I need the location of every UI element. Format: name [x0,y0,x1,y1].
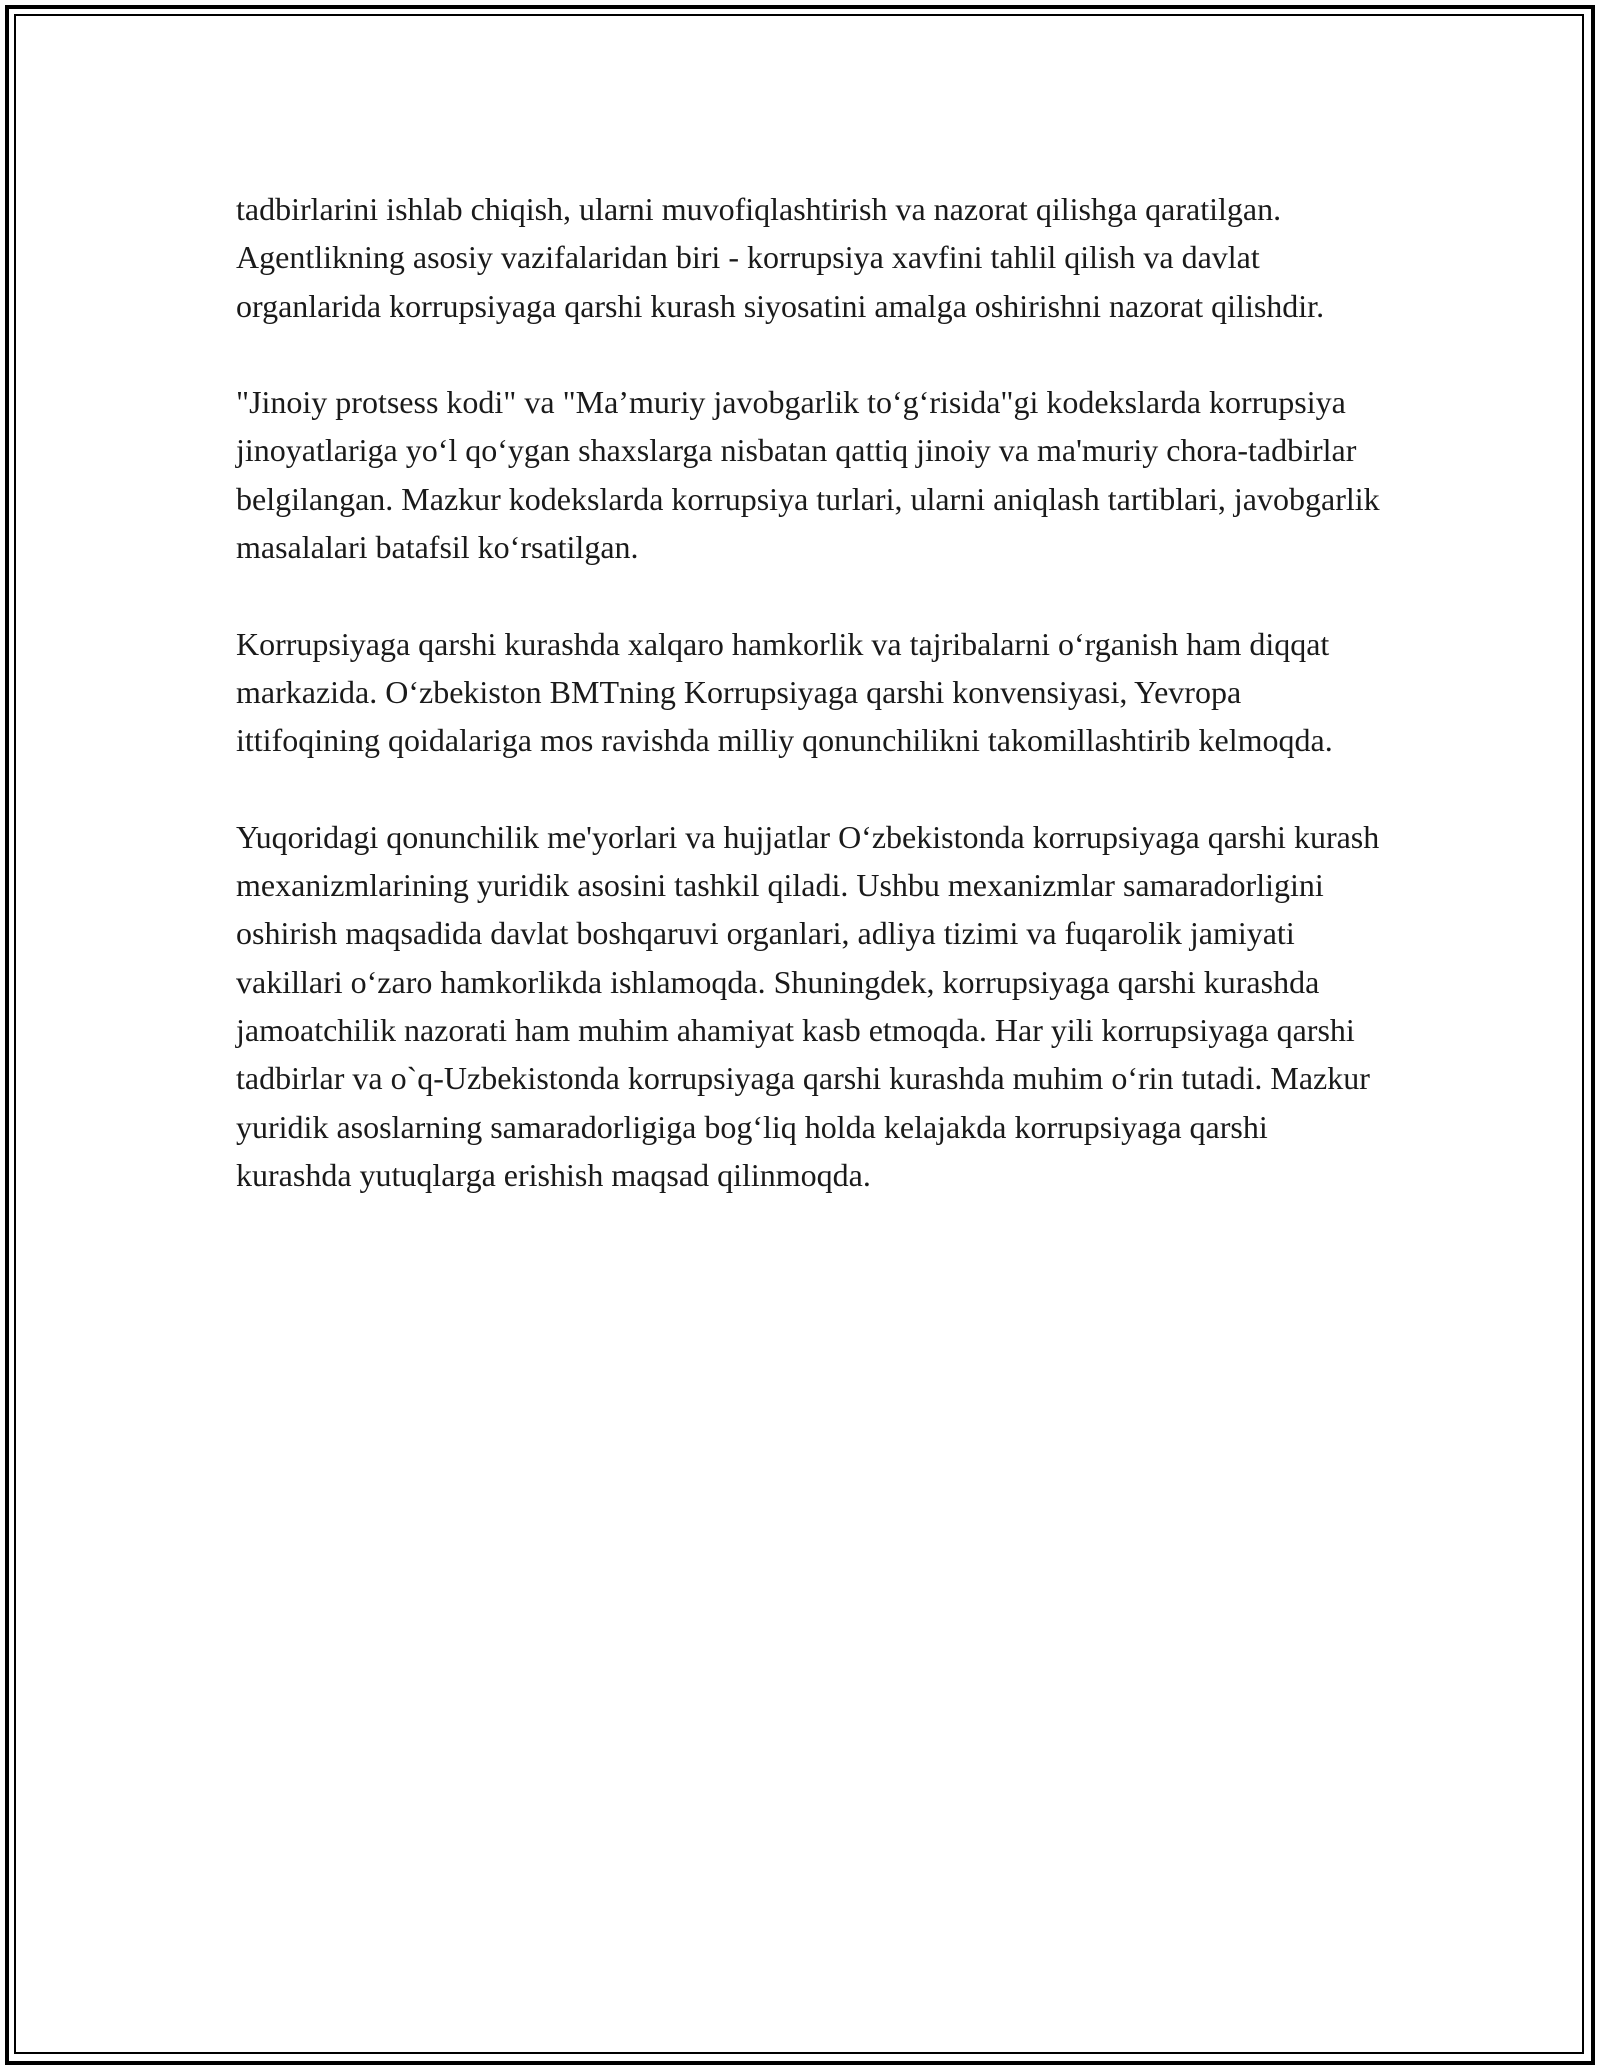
paragraph-2: "Jinoiy protsess kodi" va "Ma’muriy javobgarlik to‘g‘risida"gi kodekslarda korrupsiya jinoyatlariga yo‘l qo‘ygan shaxslarga nisbatan qattiq jinoiy va ma'muriy chora-tadbirlar belgilangan. Mazkur kodekslarda korrupsiya turlari, ularni aniqlash tartiblari, javobgarlik masalalari batafsil ko‘rsatilgan. [236,384,1380,566]
paragraph-3: Korrupsiyaga qarshi kurashda xalqaro hamkorlik va tajribalarni o‘rganish ham diqqat markazida. O‘zbekiston BMTning Korrupsiyaga qarshi konvensiyasi, Yevropa ittifoqining qoidalariga mos ravishda milliy qonunchilikni takomillashtirib kelmoqda. [236,625,1333,759]
paragraph-4: Yuqoridagi qonunchilik me'yorlari va hujjatlar O‘zbekistonda korrupsiyaga qarshi kurash mexanizmlarining yuridik asosini tashkil qiladi. Ushbu mexanizmlar samaradorligini oshirish maqsadida davlat boshqaruvi organlari, adliya tizimi va fuqarolik jamiyati vakillari o‘zaro hamkorlikda ishlamoqda. Shuningdek, korrupsiyaga qarshi kurashda jamoatchilik nazorati ham muhim ahamiyat kasb etmoqda. Har yili korrupsiyaga qarshi tadbirlar va o`q-Uzbekistonda korrupsiyaga qarshi kurashda muhim o‘rin tutadi. Mazkur yuridik asoslarning samaradorligiga bog‘liq holda kelajakda korrupsiyaga qarshi kurashda yutuqlarga erishish maqsad qilinmoqda. [236,818,1380,1193]
document-body [236,185,1386,1248]
paragraph-1: tadbirlarini ishlab chiqish, ularni muvofiqlashtirish va nazorat qilishga qaratilgan. Agentlikning asosiy vazifalaridan biri - korrupsiya xavfini tahlil qilish va davlat organlarida korrupsiyaga qarshi kurash siyosatini amalga oshirishni nazorat qilishdir. [236,191,1325,324]
